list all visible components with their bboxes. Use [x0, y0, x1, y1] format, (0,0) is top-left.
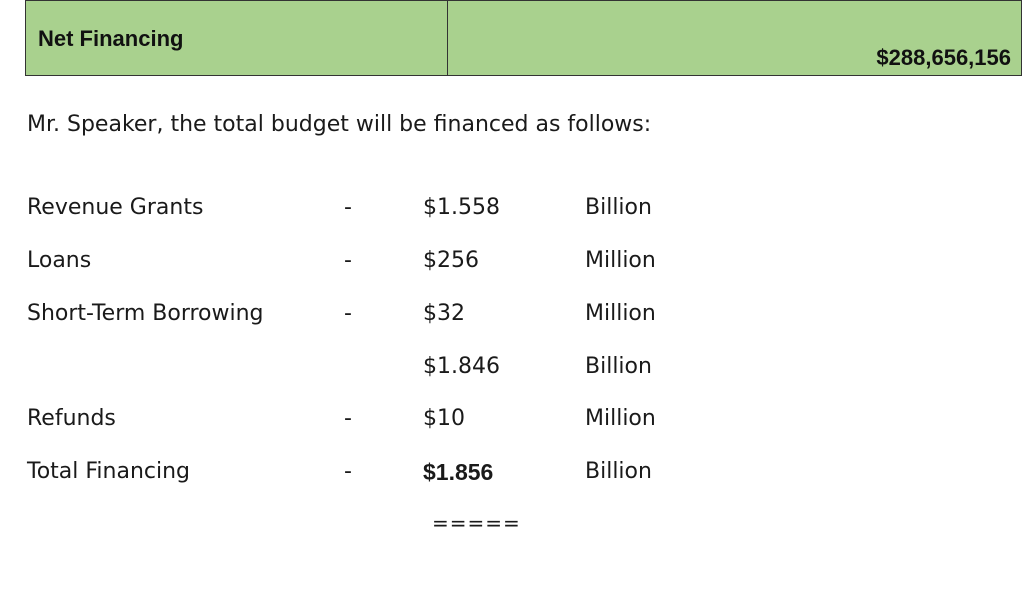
- row-dash: -: [344, 301, 352, 326]
- net-financing-value-cell: [448, 1, 1022, 76]
- net-financing-value: $288,656,156: [876, 45, 1011, 70]
- financing-row-subtotal: [0, 354, 1024, 394]
- row-amount: $1.558: [423, 195, 500, 220]
- row-unit: Billion: [585, 195, 652, 220]
- row-unit: Million: [585, 406, 656, 431]
- row-label: Refunds: [27, 406, 116, 431]
- financing-row-refunds: [0, 406, 1024, 446]
- row-dash: -: [344, 195, 352, 220]
- row-dash: -: [344, 248, 352, 273]
- total-double-underline: =====: [432, 511, 521, 535]
- row-unit: Million: [585, 301, 656, 326]
- row-unit: Billion: [585, 354, 652, 379]
- net-financing-label-cell: [26, 1, 448, 76]
- row-dash: -: [344, 459, 352, 484]
- row-label: Short-Term Borrowing: [27, 301, 264, 326]
- financing-row-short-term-borrowing: [0, 301, 1024, 341]
- row-label: Revenue Grants: [27, 195, 204, 220]
- financing-row-loans: [0, 248, 1024, 288]
- row-label: Total Financing: [27, 459, 191, 484]
- net-financing-table: [25, 0, 1022, 76]
- row-label: Loans: [27, 248, 92, 273]
- intro-text: Mr. Speaker, the total budget will be financed as follows:: [27, 112, 652, 137]
- financing-row-revenue-grants: [0, 195, 1024, 235]
- net-financing-label: Net Financing: [38, 26, 184, 51]
- row-unit: Billion: [585, 459, 652, 484]
- row-amount: $32: [423, 301, 465, 326]
- net-financing-row: [26, 1, 1022, 76]
- row-amount: $256: [423, 248, 479, 273]
- row-unit: Million: [585, 248, 656, 273]
- row-dash: -: [344, 406, 352, 431]
- row-amount: $10: [423, 406, 465, 431]
- total-amount: $1.856: [423, 459, 494, 485]
- financing-row-total: [0, 459, 1024, 499]
- row-amount: $1.846: [423, 354, 500, 379]
